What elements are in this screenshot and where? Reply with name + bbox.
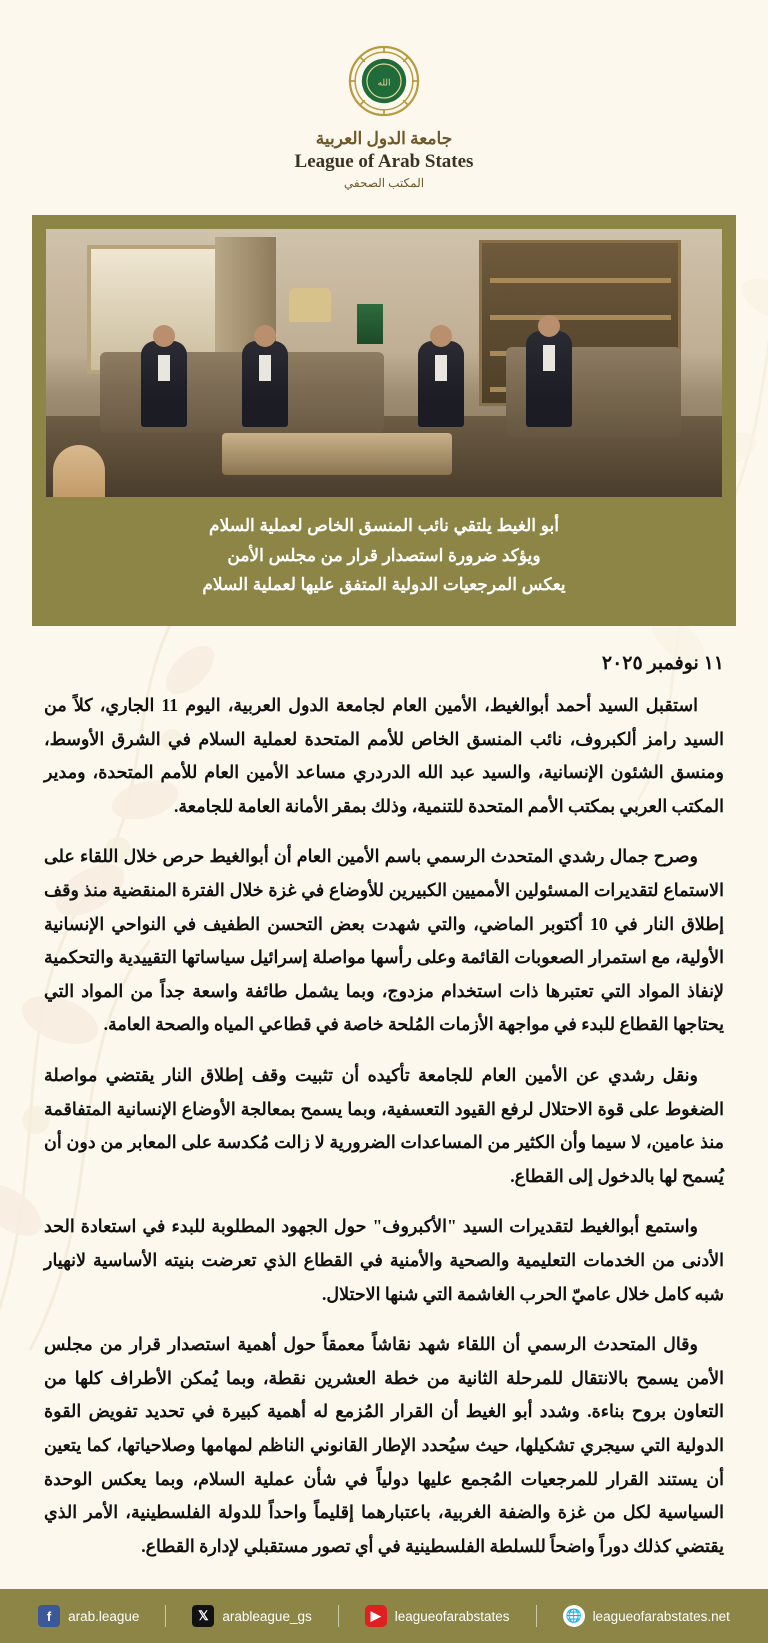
youtube-icon: ▶	[365, 1605, 387, 1627]
website-icon: 🌐	[563, 1605, 585, 1627]
media-block	[32, 215, 736, 626]
facebook-icon: f	[38, 1605, 60, 1627]
footer-divider	[338, 1605, 339, 1627]
social-handle-facebook: arab.league	[68, 1608, 140, 1624]
x-twitter-icon: 𝕏	[192, 1605, 214, 1627]
svg-text:الله: الله	[377, 77, 391, 88]
article-paragraph: ونقل رشدي عن الأمين العام للجامعة تأكيده أن تثبيت وقف إطلاق النار يقتضي مواصلة الضغوط على قوة الاحتلال لرفع القيود التعسفية، وبما يسمح بمعالجة الأوضاع الإنسانية المتفاقمة منذ عامين، لا سيما وأن الكثير من المساعدات الضرورية لا زالت مُكدسة على المعابر من دون أن يُسمح لها بالدخول إلى القطاع.	[44, 1065, 724, 1186]
caption-line-1: أبو الغيط يلتقي نائب المنسق الخاص لعملية السلام	[209, 515, 559, 535]
arab-league-emblem-icon	[347, 44, 421, 118]
photo-caption	[46, 497, 722, 616]
social-link-facebook[interactable]	[38, 1605, 139, 1627]
social-handle-website: leagueofarabstates.net	[592, 1608, 730, 1624]
social-handle-x: arableague_gs	[222, 1608, 312, 1624]
caption-line-3: يعكس المرجعيات الدولية المتفق عليها لعملية السلام	[202, 575, 566, 595]
publish-date: ١١ نوفمبر ٢٠٢٥	[601, 653, 724, 675]
footer-divider	[536, 1605, 537, 1627]
article-paragraph: استقبل السيد أحمد أبوالغيط، الأمين العام لجامعة الدول العربية، اليوم 11 الجاري، كلاً من السيد رامز ألكبروف، نائب المنسق الخاص للأمم المتحدة لعملية السلام في الشرق الأوسط، ومنسق الشئون الإنسانية، والسيد عبد الله الدردري مساعد الأمين العام للأمم المتحدة، ومدير المكتب العربي بمكتب الأمم المتحدة للتنمية، وذلك بمقر الأمانة العامة للجامعة.	[44, 695, 724, 816]
social-footer	[0, 1589, 768, 1643]
social-handle-youtube: leagueofarabstates	[394, 1608, 510, 1624]
document-header	[0, 0, 768, 191]
department-name: المكتب الصحفي	[343, 175, 425, 190]
organization-name-english: League of Arab States	[294, 151, 474, 173]
organization-name-arabic: جامعة الدول العربية	[315, 129, 453, 148]
article-paragraph: واستمع أبوالغيط لتقديرات السيد "الأكبروف" حول الجهود المطلوبة للبدء في استعادة الحد الأدنى من الخدمات التعليمية والصحية والأمنية في القطاع الذي تعرضت بنيته الأساسية لانهيار شبه كامل خلال عاميّ الحرب الغاشمة التي شنها الاحتلال.	[44, 1216, 724, 1304]
meeting-photo	[46, 229, 722, 497]
article-paragraph: وقال المتحدث الرسمي أن اللقاء شهد نقاشاً معمقاً حول أهمية استصدار قرار من مجلس الأمن يسمح بالانتقال للمرحلة الثانية من خطة العشرين نقطة، وبما يُمكن الأطراف كلها من التعاون بروح بناءة. وشدد أبو الغيط أن القرار المُزمع له أهمية كبيرة في تحديد تفويض القوة الدولية التي سيجري تشكيلها، حيث سيُحدد الإطار القانوني الناظم لمهامها وصلاحياتها، كما يتعين أن يستند القرار للمرجعيات المُجمع عليها دولياً في شأن عملية السلام، وبما يعكس الوحدة السياسية لكل من غزة والضفة الغربية، باعتبارهما إقليماً واحداً للدولة الفلسطينية، الأمر الذي يقتضي كذلك دوراً واضحاً للسلطة الفلسطينية في أي تصور مستقبلي لإدارة القطاع.	[44, 1334, 724, 1556]
article-paragraph: وصرح جمال رشدي المتحدث الرسمي باسم الأمين العام أن أبوالغيط حرص خلال اللقاء على الاستماع لتقديرات المسئولين الأمميين الكبيرين للأوضاع في غزة خلال الفترة المنقضية منذ وقف إطلاق النار في 10 أكتوبر الماضي، والتي شهدت بعض التحسن الطفيف في النواحي الإنسانية الأولية، مع استمرار الصعوبات القائمة وعلى رأسها مواصلة إسرائيل سياساتها التقييدية والتحكمية لإنفاذ المواد التي تعتبرها ذات استخدام مزدوج، وبما يشمل طائفة واسعة جداً من المواد التي يحتاجها القطاع للبدء في مواجهة الأزمات المُلحة خاصة في قطاعي المياه والصحة العامة.	[44, 846, 725, 1035]
caption-line-2: ويؤكد ضرورة استصدار قرار من مجلس الأمن	[227, 545, 541, 565]
social-link-website[interactable]	[563, 1605, 730, 1627]
footer-divider	[165, 1605, 166, 1627]
social-link-x[interactable]	[192, 1605, 311, 1627]
article-body	[44, 689, 724, 1563]
social-link-youtube[interactable]	[365, 1605, 510, 1627]
